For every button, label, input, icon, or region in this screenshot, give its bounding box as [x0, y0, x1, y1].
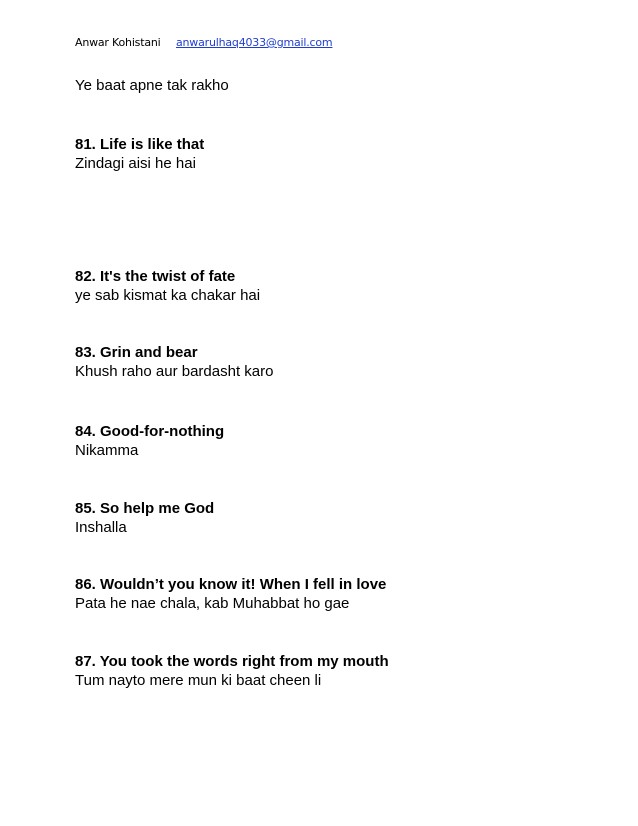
header-author: Anwar Kohistani: [75, 36, 161, 49]
phrase-translation: Nikamma: [75, 442, 139, 459]
phrase-heading: 83. Grin and bear: [75, 344, 198, 361]
phrase-heading: 82. It's the twist of fate: [75, 268, 236, 285]
phrase-translation: Zindagi aisi he hai: [75, 155, 196, 172]
phrase-heading: 84. Good-for-nothing: [75, 423, 225, 440]
phrase-translation: Pata he nae chala, kab Muhabbat ho gae: [75, 595, 350, 612]
phrase-translation: ye sab kismat ka chakar hai: [75, 287, 261, 304]
phrase-entry-87: [75, 652, 389, 690]
phrase-heading: 87. You took the words right from my mouth: [75, 653, 389, 670]
phrase-translation: Inshalla: [75, 519, 127, 536]
page-header: [75, 36, 333, 49]
phrase-heading: 81. Life is like that: [75, 136, 205, 153]
phrase-heading: 85. So help me God: [75, 500, 215, 517]
phrase-entry-84: [75, 422, 224, 460]
phrase-entry-82: [75, 267, 260, 305]
phrase-translation: Tum nayto mere mun ki baat cheen li: [75, 672, 322, 689]
phrase-heading: 86. Wouldn’t you know it! When I fell in love: [75, 576, 387, 593]
phrase-translation: Khush raho aur bardasht karo: [75, 363, 274, 380]
phrase-entry-86: [75, 575, 386, 613]
header-email-link[interactable]: anwarulhaq4033@gmail.com: [176, 36, 333, 49]
intro-line: Ye baat apne tak rakho: [75, 77, 229, 94]
phrase-entry-83: [75, 343, 273, 381]
phrase-entry-81: [75, 135, 204, 173]
phrase-entry-85: [75, 499, 214, 537]
